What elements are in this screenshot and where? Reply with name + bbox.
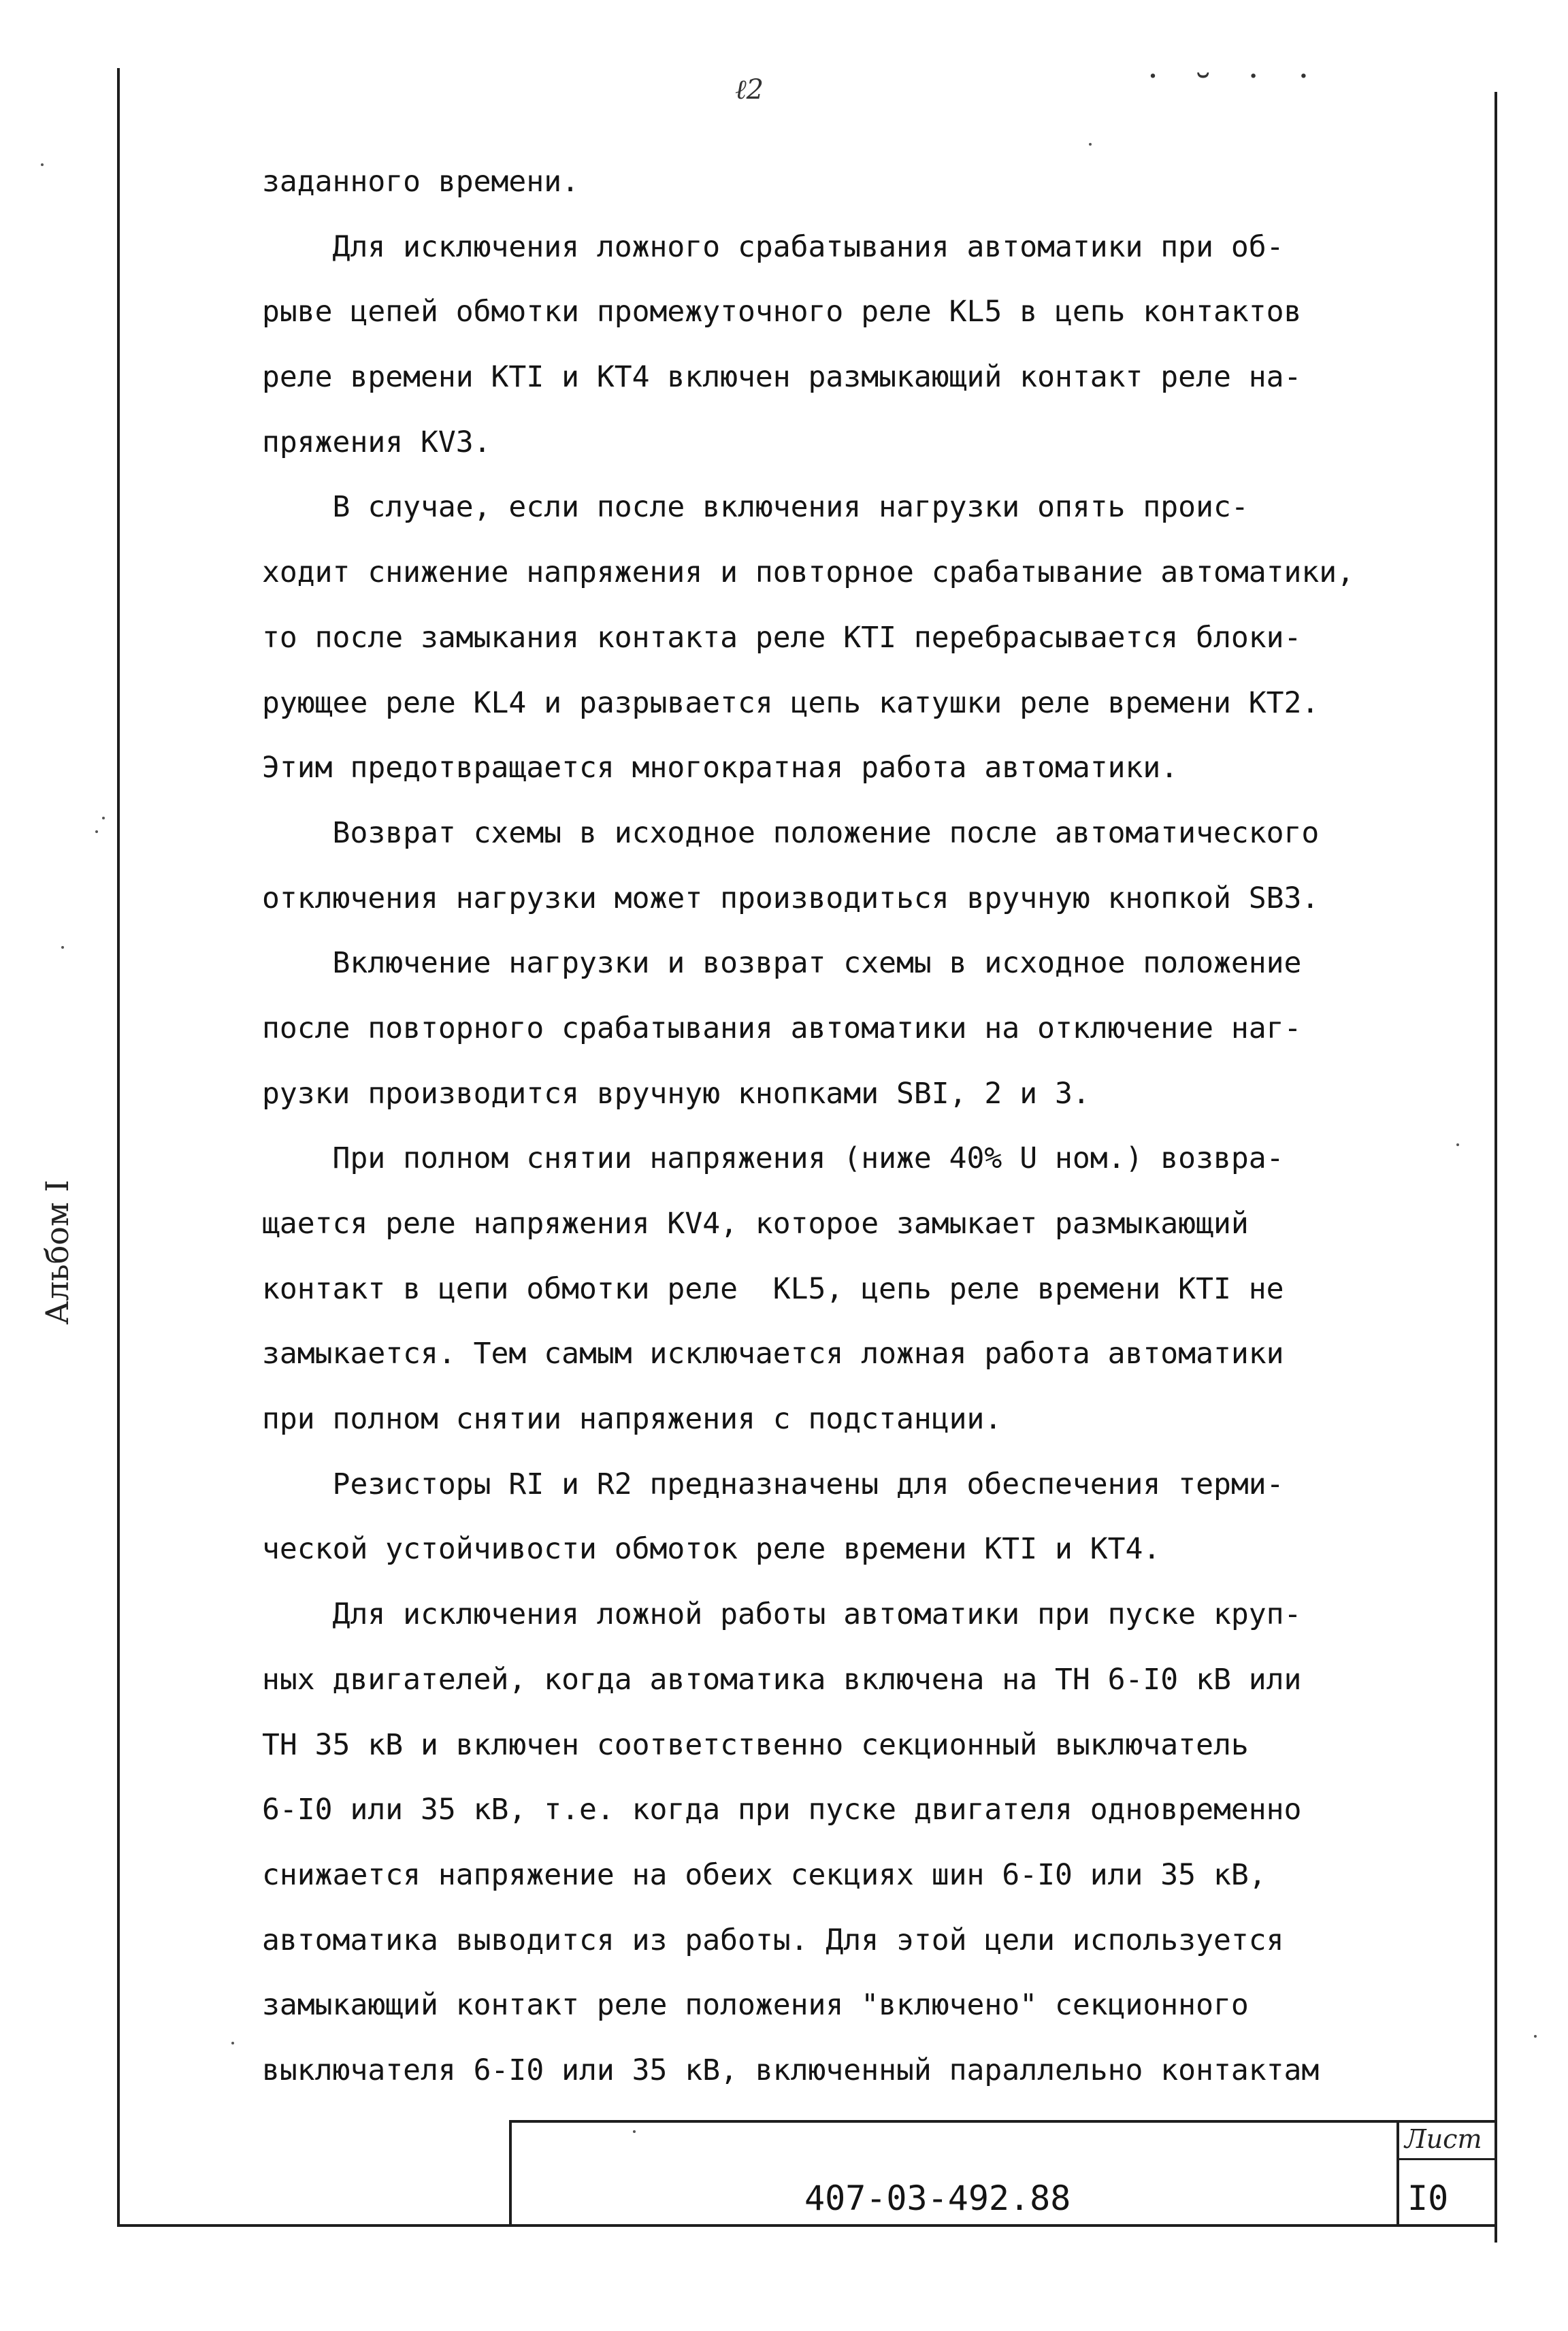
text-line: выключателя 6-I0 или 35 кВ, включенный параллельно контактам xyxy=(262,2053,1320,2087)
text-line: после повторного срабатывания автоматики на отключение наг- xyxy=(262,1011,1302,1045)
text-line: пряжения KV3. xyxy=(262,425,491,459)
text-line: Этим предотвращается многократная работа автоматики. xyxy=(262,751,1179,785)
scan-speck xyxy=(231,2042,234,2044)
text-line: Включение нагрузки и возврат схемы в исходное положение xyxy=(262,946,1302,981)
text-line: отключения нагрузки может производиться вручную кнопкой SB3. xyxy=(262,881,1320,915)
text-line: заданного времени. xyxy=(262,165,579,199)
scan-speck xyxy=(1089,143,1092,146)
scan-speck xyxy=(1456,1143,1459,1146)
text-line: Резисторы RI и R2 предназначены для обеспечения терми- xyxy=(262,1467,1284,1501)
frame-left-border xyxy=(117,68,120,2226)
sheet-label: Лист xyxy=(1405,2124,1482,2154)
scan-speck xyxy=(102,817,105,819)
text-line: ТН 35 кВ и включен соответственно секционный выключатель xyxy=(262,1727,1249,1762)
frame-right-border xyxy=(1494,92,1497,2243)
sheet-cell-divider xyxy=(1396,2158,1497,2160)
text-line: автоматика выводится из работы. Для этой цели используется xyxy=(262,1923,1284,1957)
text-line: при полном снятии напряжения с подстанции. xyxy=(262,1402,1002,1437)
text-line: то после замыкания контакта реле КТI перебрасывается блоки- xyxy=(262,620,1302,655)
handwritten-page-note: ℓ2 xyxy=(735,74,764,105)
text-line: рыве цепей обмотки промежуточного реле KL5 в цепь контактов xyxy=(262,295,1302,329)
text-line: снижается напряжение на обеих секциях шин 6-I0 или 35 кВ, xyxy=(262,1857,1267,1892)
text-line: Возврат схемы в исходное положение после автоматического xyxy=(262,815,1320,850)
text-line: ных двигателей, когда автоматика включена на ТН 6-I0 кВ или xyxy=(262,1662,1302,1697)
text-line: рующее реле KL4 и разрывается цепь катушки реле времени КТ2. xyxy=(262,685,1320,720)
text-line: Для исключения ложной работы автоматики при пуске круп- xyxy=(262,1597,1302,1632)
document-number: 407-03-492.88 xyxy=(804,2179,1071,2218)
text-line: щается реле напряжения KV4, которое замыкает размыкающий xyxy=(262,1207,1249,1241)
text-line: Для исключения ложного срабатывания автоматики при об- xyxy=(262,229,1284,264)
text-line: При полном снятии напряжения (ниже 40% U ном.) возвра- xyxy=(262,1141,1284,1176)
text-line: 6-I0 или 35 кВ, т.е. когда при пуске двигателя одновременно xyxy=(262,1793,1302,1827)
scan-speck xyxy=(41,163,44,166)
top-right-marks: ˙ ˘ ˙ ˙ xyxy=(1143,68,1323,112)
text-line: замыкается. Тем самым исключается ложная работа автоматики xyxy=(262,1337,1284,1371)
sheet-number: I0 xyxy=(1407,2179,1449,2218)
document-body-text xyxy=(262,150,1487,2104)
scan-speck xyxy=(633,2130,636,2133)
scan-speck xyxy=(61,946,64,949)
text-line: контакт в цепи обмотки реле KL5, цепь реле времени КТI не xyxy=(262,1271,1284,1306)
text-line: реле времени КТI и КТ4 включен размыкающий контакт реле на- xyxy=(262,360,1302,395)
text-line: ческой устойчивости обмоток реле времени КТI и КТ4. xyxy=(262,1532,1161,1567)
text-line: В случае, если после включения нагрузки опять проис- xyxy=(262,490,1249,525)
text-line: ходит снижение напряжения и повторное срабатывание автоматики, xyxy=(262,555,1355,590)
album-side-label: Альбом I xyxy=(39,1179,76,1325)
text-line: замыкающий контакт реле положения "включено" секционного xyxy=(262,1988,1249,2023)
scan-speck xyxy=(1534,2035,1537,2038)
title-block-divider xyxy=(1396,2123,1399,2227)
title-block xyxy=(509,2120,1497,2227)
text-line: рузки производится вручную кнопками SBI, 2 и 3. xyxy=(262,1076,1090,1111)
scan-speck xyxy=(95,830,98,833)
